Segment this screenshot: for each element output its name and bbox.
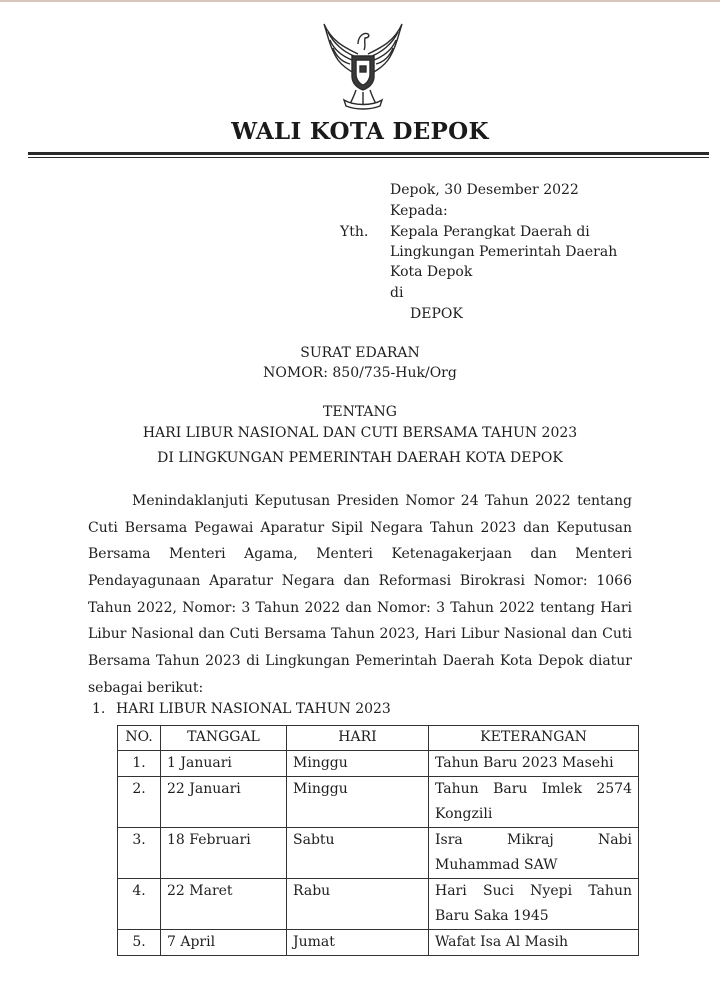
header-rule-thick: [28, 152, 709, 155]
recipient-line-3: Kota Depok: [390, 264, 473, 280]
keterangan-line: Hari Suci Nyepi Tahun: [435, 883, 632, 899]
cell-tanggal: 22 Maret: [161, 879, 287, 930]
cell-hari: Minggu: [287, 777, 429, 828]
body-line: Cuti Bersama Pegawai Aparatur Sipil Negara Tahun 2023 dan Keputusan: [88, 519, 632, 536]
table-row: [118, 828, 639, 879]
garuda-emblem-icon: [318, 14, 408, 110]
table-row: [118, 879, 639, 930]
table-row: [118, 751, 639, 777]
cell-no: 2.: [118, 777, 161, 828]
letter-number: NOMOR: 850/735-Huk/Org: [263, 365, 457, 381]
letter-type: SURAT EDARAN: [300, 345, 420, 361]
column-header-hari: HARI: [287, 726, 429, 751]
cell-tanggal: 1 Januari: [161, 751, 287, 777]
header-rule-thin: [28, 157, 709, 158]
recipient-line-2: Lingkungan Pemerintah Daerah: [390, 244, 618, 260]
cell-no: 1.: [118, 751, 161, 777]
keterangan-line: Tahun Baru Imlek 2574: [435, 781, 632, 797]
recipient-line-1: Kepala Perangkat Daerah di: [390, 224, 590, 240]
body-line: Libur Nasional dan Cuti Bersama Tahun 2023, Hari Libur Nasional dan Cuti: [88, 626, 632, 643]
body-line: Bersama Tahun 2023 di Lingkungan Pemerintah Daerah Kota Depok diatur: [88, 653, 632, 670]
cell-no: 4.: [118, 879, 161, 930]
letter-about: TENTANG: [323, 404, 397, 420]
cell-keterangan: Tahun Baru 2023 Masehi: [429, 751, 639, 777]
keterangan-line: Kongzili: [435, 806, 493, 822]
cell-tanggal: 7 April: [161, 930, 287, 956]
cell-hari: Jumat: [287, 930, 429, 956]
top-edge-line: [0, 0, 720, 2]
recipient-line-5: DEPOK: [410, 306, 463, 322]
column-header-tanggal: TANGGAL: [161, 726, 287, 751]
place-date: Depok, 30 Desember 2022: [390, 182, 579, 198]
keterangan-line: Isra Mikraj Nabi: [435, 832, 632, 848]
cell-no: 5.: [118, 930, 161, 956]
section-heading: [92, 701, 391, 717]
cell-keterangan: [429, 777, 639, 828]
cell-hari: Rabu: [287, 879, 429, 930]
cell-no: 3.: [118, 828, 161, 879]
cell-tanggal: 22 Januari: [161, 777, 287, 828]
column-header-no: NO.: [118, 726, 161, 751]
cell-hari: Minggu: [287, 751, 429, 777]
table-row: [118, 930, 639, 956]
section-title: HARI LIBUR NASIONAL TAHUN 2023: [116, 701, 391, 717]
body-line: Pendayagunaan Aparatur Negara dan Reformasi Birokrasi Nomor: 1066: [88, 573, 632, 590]
recipient-line-4: di: [390, 285, 404, 301]
cell-tanggal: 18 Februari: [161, 828, 287, 879]
section-number: 1.: [92, 701, 106, 717]
body-line: sebagai berikut:: [88, 679, 204, 696]
table-header-row: [118, 726, 639, 751]
letter-subject-2: DI LINGKUNGAN PEMERINTAH DAERAH KOTA DEPOK: [157, 450, 563, 466]
cell-hari: Sabtu: [287, 828, 429, 879]
holiday-table: [117, 725, 639, 956]
body-line: Tahun 2022, Nomor: 3 Tahun 2022 dan Nomor: 3 Tahun 2022 tentang Hari: [88, 599, 632, 616]
cell-keterangan: [429, 879, 639, 930]
table-row: [118, 777, 639, 828]
cell-keterangan: Wafat Isa Al Masih: [429, 930, 639, 956]
column-header-keterangan: KETERANGAN: [429, 726, 639, 751]
cell-keterangan: [429, 828, 639, 879]
yth-label: Yth.: [340, 224, 369, 240]
body-line: Menindaklanjuti Keputusan Presiden Nomor 24 Tahun 2022 tentang: [132, 493, 632, 509]
keterangan-line: Muhammad SAW: [435, 857, 558, 873]
body-line: Bersama Menteri Agama, Menteri Ketenagakerjaan dan Menteri: [88, 546, 632, 563]
letter-subject-1: HARI LIBUR NASIONAL DAN CUTI BERSAMA TAHUN 2023: [142, 425, 578, 441]
body-paragraph: [88, 488, 632, 702]
page-title: WALI KOTA DEPOK: [231, 118, 489, 145]
keterangan-line: Baru Saka 1945: [435, 908, 549, 924]
to-label: Kepada:: [390, 203, 448, 219]
